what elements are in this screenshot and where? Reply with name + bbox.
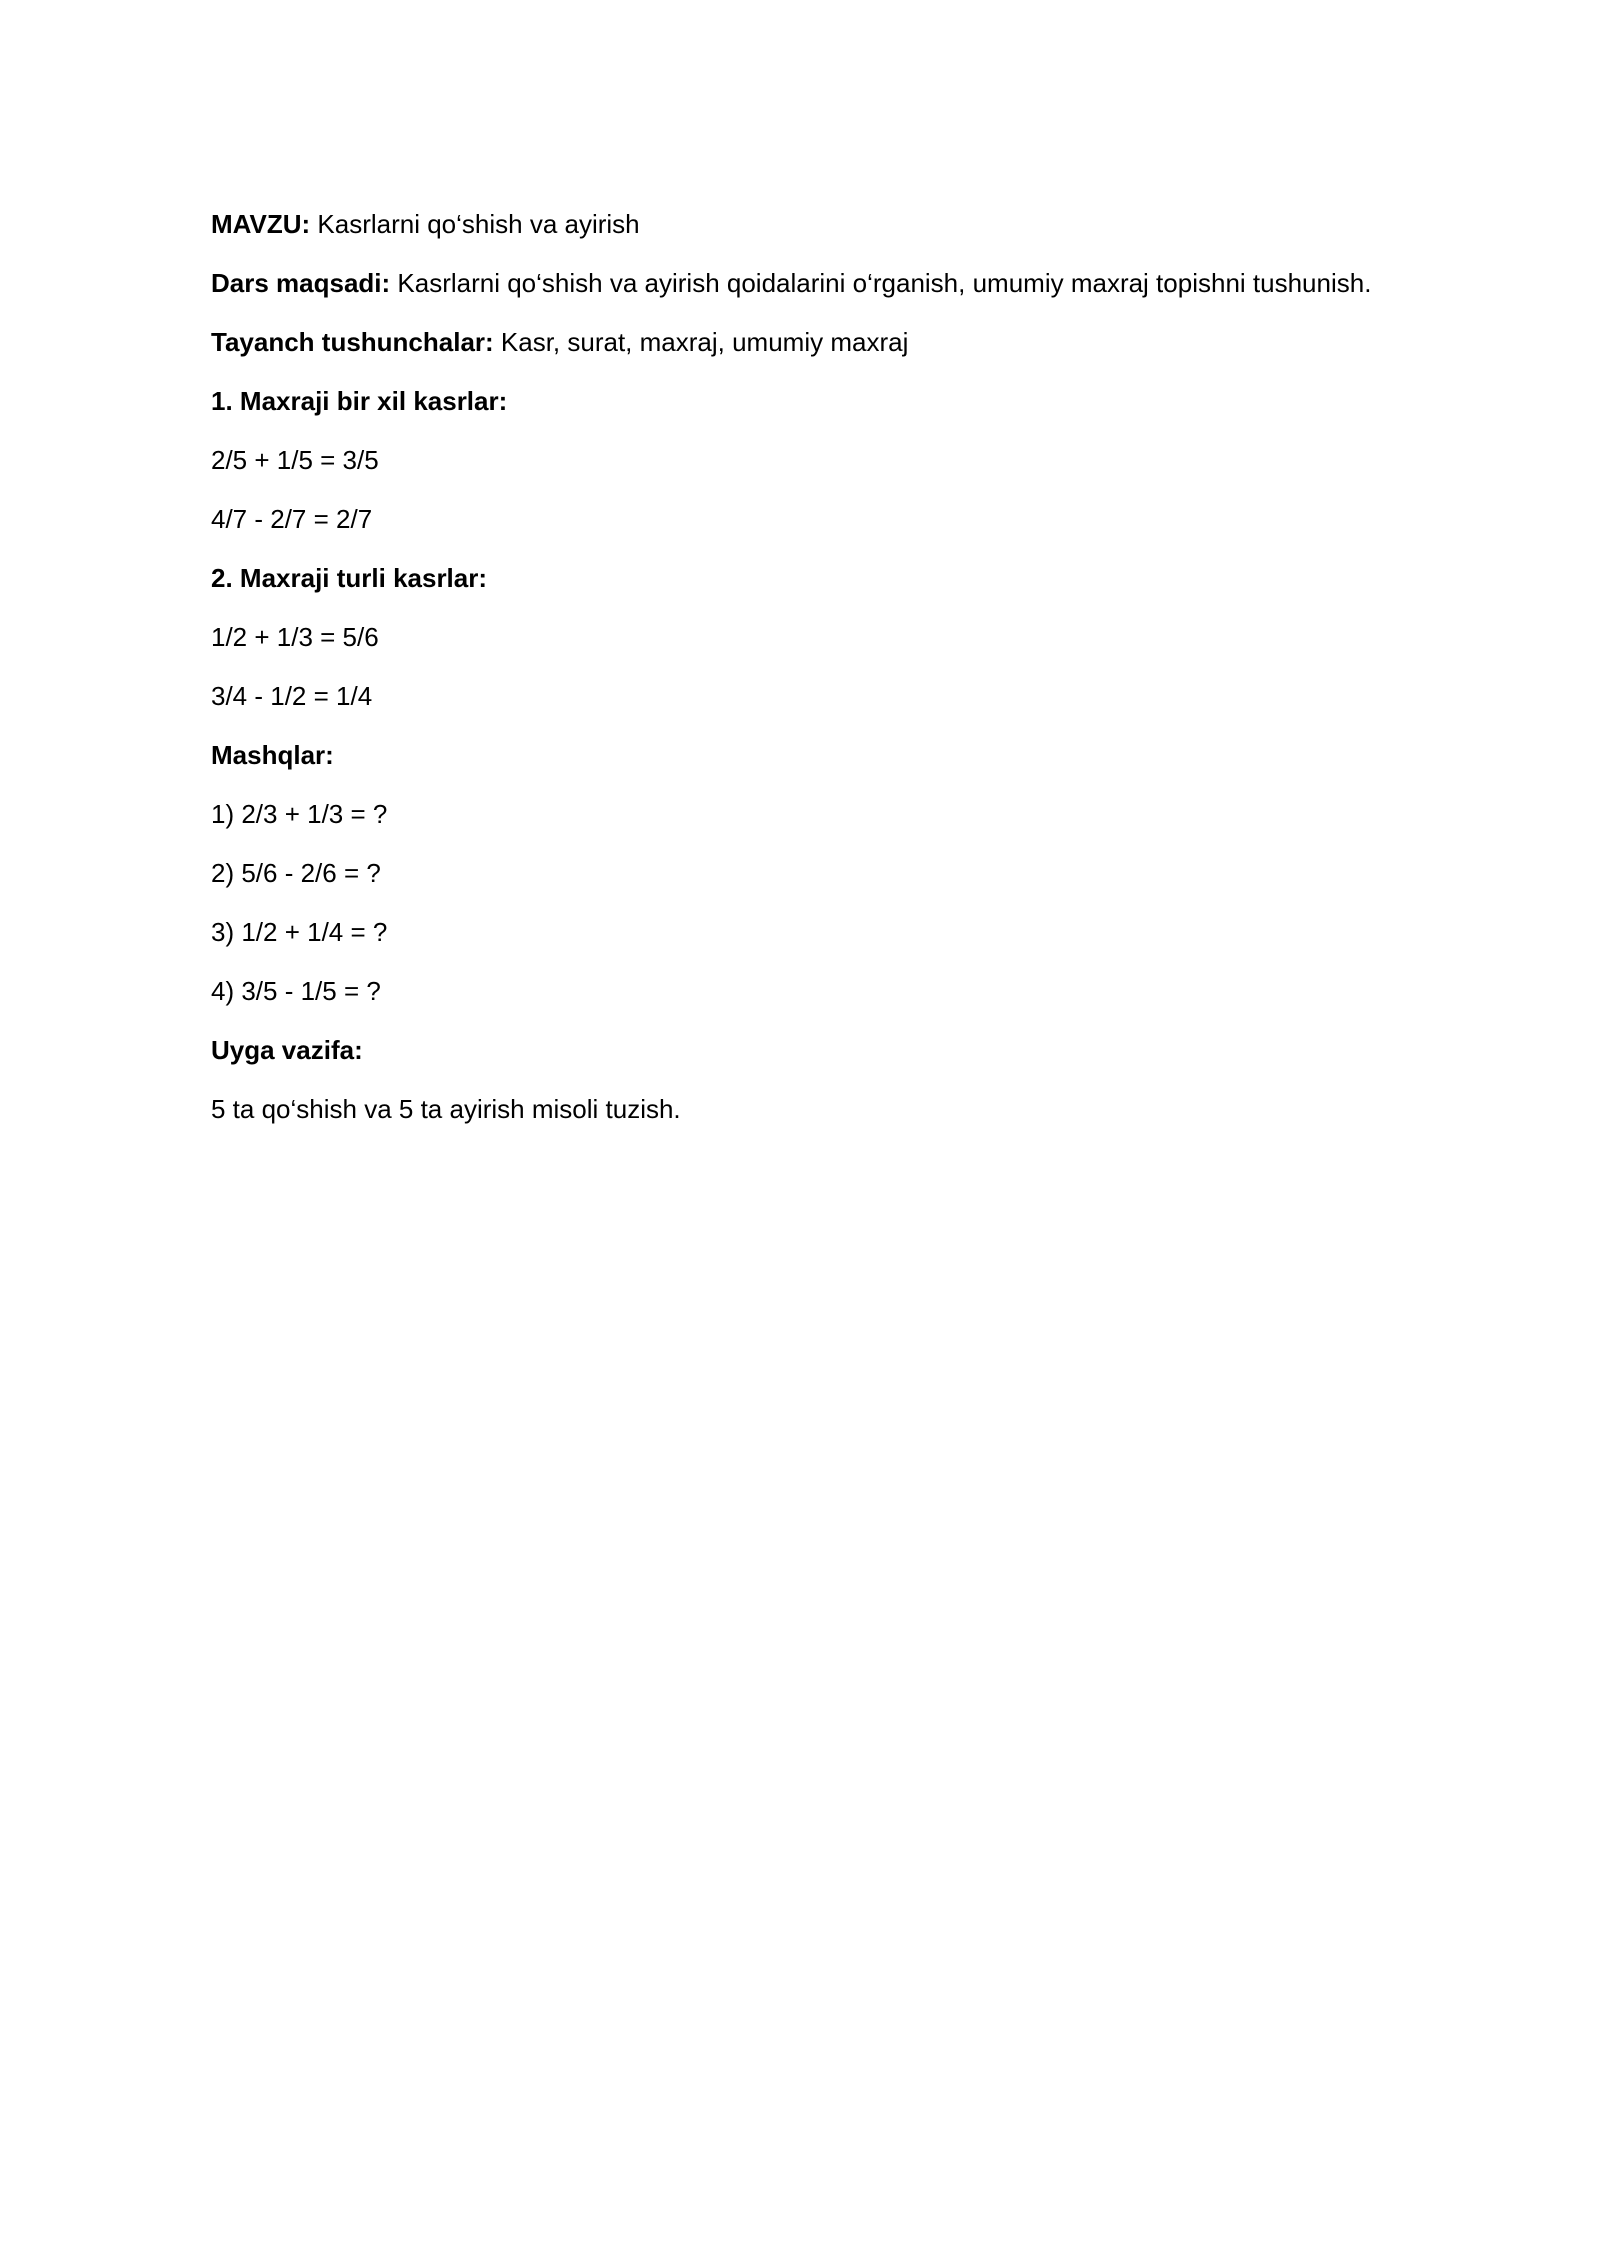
topic-text: Kasrlarni qo‘shish va ayirish (310, 209, 640, 239)
document-body (211, 208, 1391, 1126)
section2-example-1: 1/2 + 1/3 = 5/6 (211, 622, 379, 652)
goal-line (211, 267, 1391, 300)
topic-line (211, 208, 1391, 241)
section1-example-1: 2/5 + 1/5 = 3/5 (211, 445, 379, 475)
exercise-item-2: 2) 5/6 - 2/6 = ? (211, 858, 381, 888)
concepts-line (211, 326, 1391, 359)
concepts-label: Tayanch tushunchalar: (211, 327, 494, 357)
goal-label: Dars maqsadi: (211, 268, 391, 298)
exercises-heading: Mashqlar: (211, 740, 334, 770)
exercise-item-3: 3) 1/2 + 1/4 = ? (211, 917, 388, 947)
homework-heading: Uyga vazifa: (211, 1035, 363, 1065)
section2-heading: 2. Maxraji turli kasrlar: (211, 563, 488, 593)
section1-heading: 1. Maxraji bir xil kasrlar: (211, 386, 508, 416)
goal-text: Kasrlarni qo‘shish va ayirish qoidalarini o‘rganish, umumiy maxraj topishni tushunish. (390, 268, 1372, 298)
homework-text: 5 ta qo‘shish va 5 ta ayirish misoli tuzish. (211, 1094, 681, 1124)
concepts-text: Kasr, surat, maxraj, umumiy maxraj (493, 327, 909, 357)
section2-example-2: 3/4 - 1/2 = 1/4 (211, 681, 373, 711)
exercise-item-1: 1) 2/3 + 1/3 = ? (211, 799, 388, 829)
section1-example-2: 4/7 - 2/7 = 2/7 (211, 504, 373, 534)
topic-label: MAVZU: (211, 209, 311, 239)
exercise-item-4: 4) 3/5 - 1/5 = ? (211, 976, 381, 1006)
